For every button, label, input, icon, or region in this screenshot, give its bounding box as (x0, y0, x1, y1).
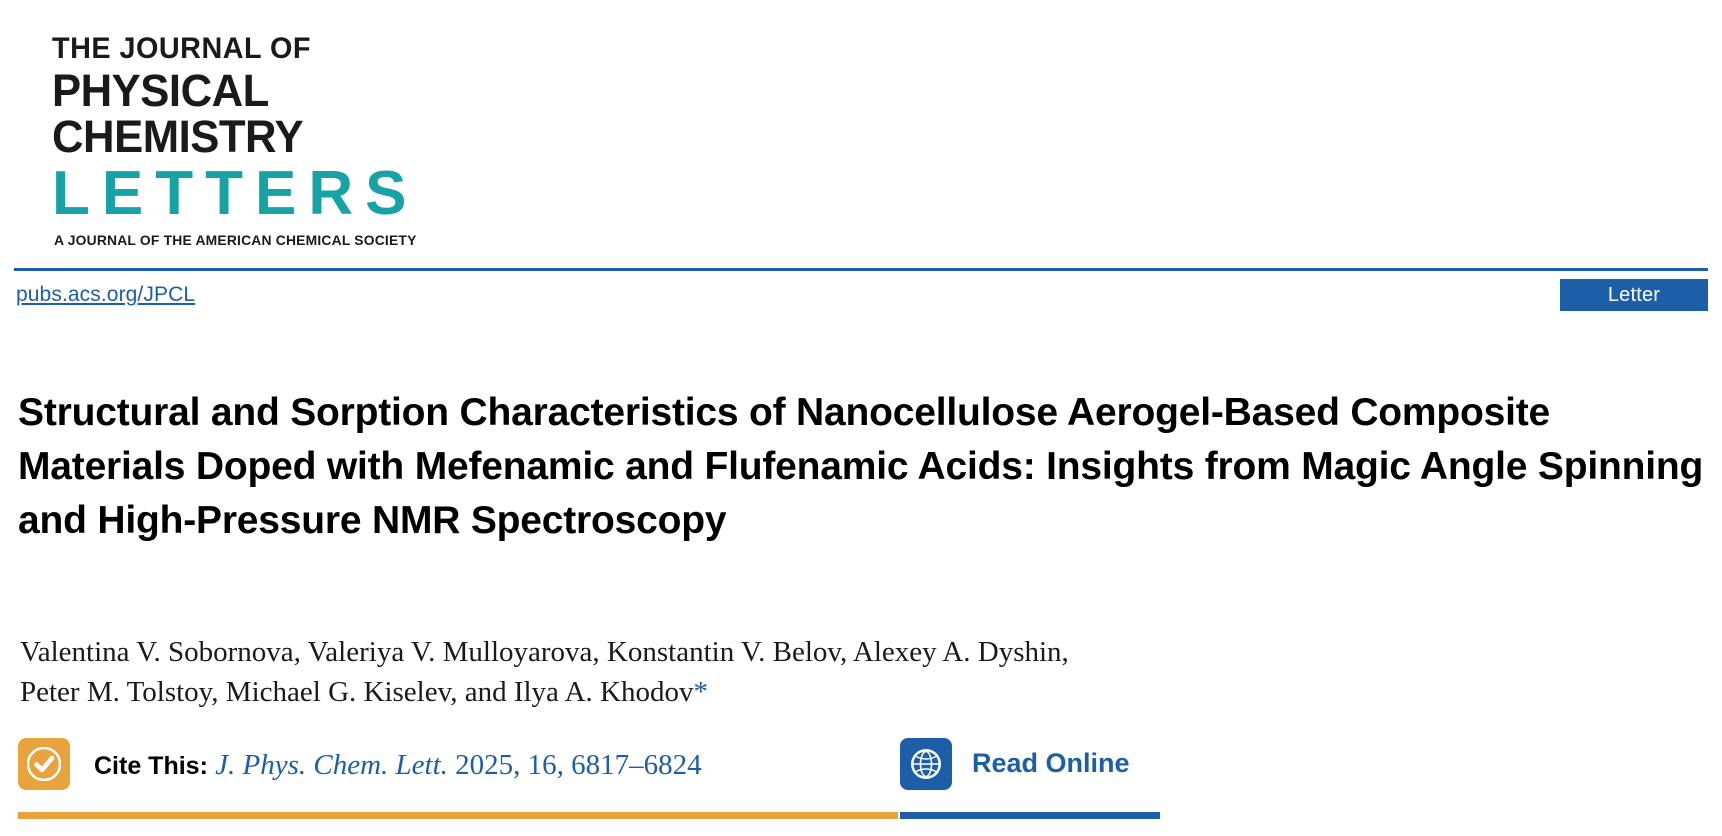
masthead-line-letters: LETTERS (52, 159, 419, 228)
author-line-2-names: Peter M. Tolstoy, Michael G. Kiselev, and Ilya A. Khodov (20, 676, 694, 708)
masthead-line-physical-chemistry: PHYSICAL CHEMISTRY (52, 65, 304, 162)
cite-this-label: Cite This: (94, 752, 208, 780)
masthead-society-line: A JOURNAL OF THE AMERICAN CHEMICAL SOCIETY (53, 232, 417, 248)
read-online-bar[interactable] (900, 738, 1160, 796)
page-title: Structural and Sorption Characteristics of Nanocellulose Aerogel-Based Composite Materials Doped with Mefenamic and Flufenamic Acids: Insights from Magic Angle Spinning and High-Pressure NMR Spectroscopy (18, 391, 1704, 543)
author-line-2 (20, 672, 1580, 712)
author-list (20, 632, 1580, 712)
check-icon (18, 738, 70, 790)
cite-this-bar[interactable] (18, 738, 898, 796)
read-online-underline (900, 812, 1160, 819)
cite-volume-pages[interactable]: 2025, 16, 6817–6824 (455, 749, 702, 781)
journal-url-link[interactable]: pubs.acs.org/JPCL (16, 283, 196, 306)
cite-journal-abbrev[interactable]: J. Phys. Chem. Lett. (215, 749, 448, 781)
header-divider (14, 268, 1708, 271)
masthead-line-the-journal-of: THE JOURNAL OF (52, 32, 312, 65)
article-type-badge: Letter (1560, 279, 1708, 311)
journal-masthead (52, 32, 482, 248)
cite-bar-underline (18, 812, 898, 819)
corresponding-author-marker: * (693, 676, 708, 708)
author-line-1: Valentina V. Sobornova, Valeriya V. Mulloyarova, Konstantin V. Belov, Alexey A. Dyshin, (20, 636, 1069, 668)
citation-text (94, 747, 702, 784)
globe-icon (900, 738, 952, 790)
read-online-label[interactable]: Read Online (972, 748, 1130, 778)
